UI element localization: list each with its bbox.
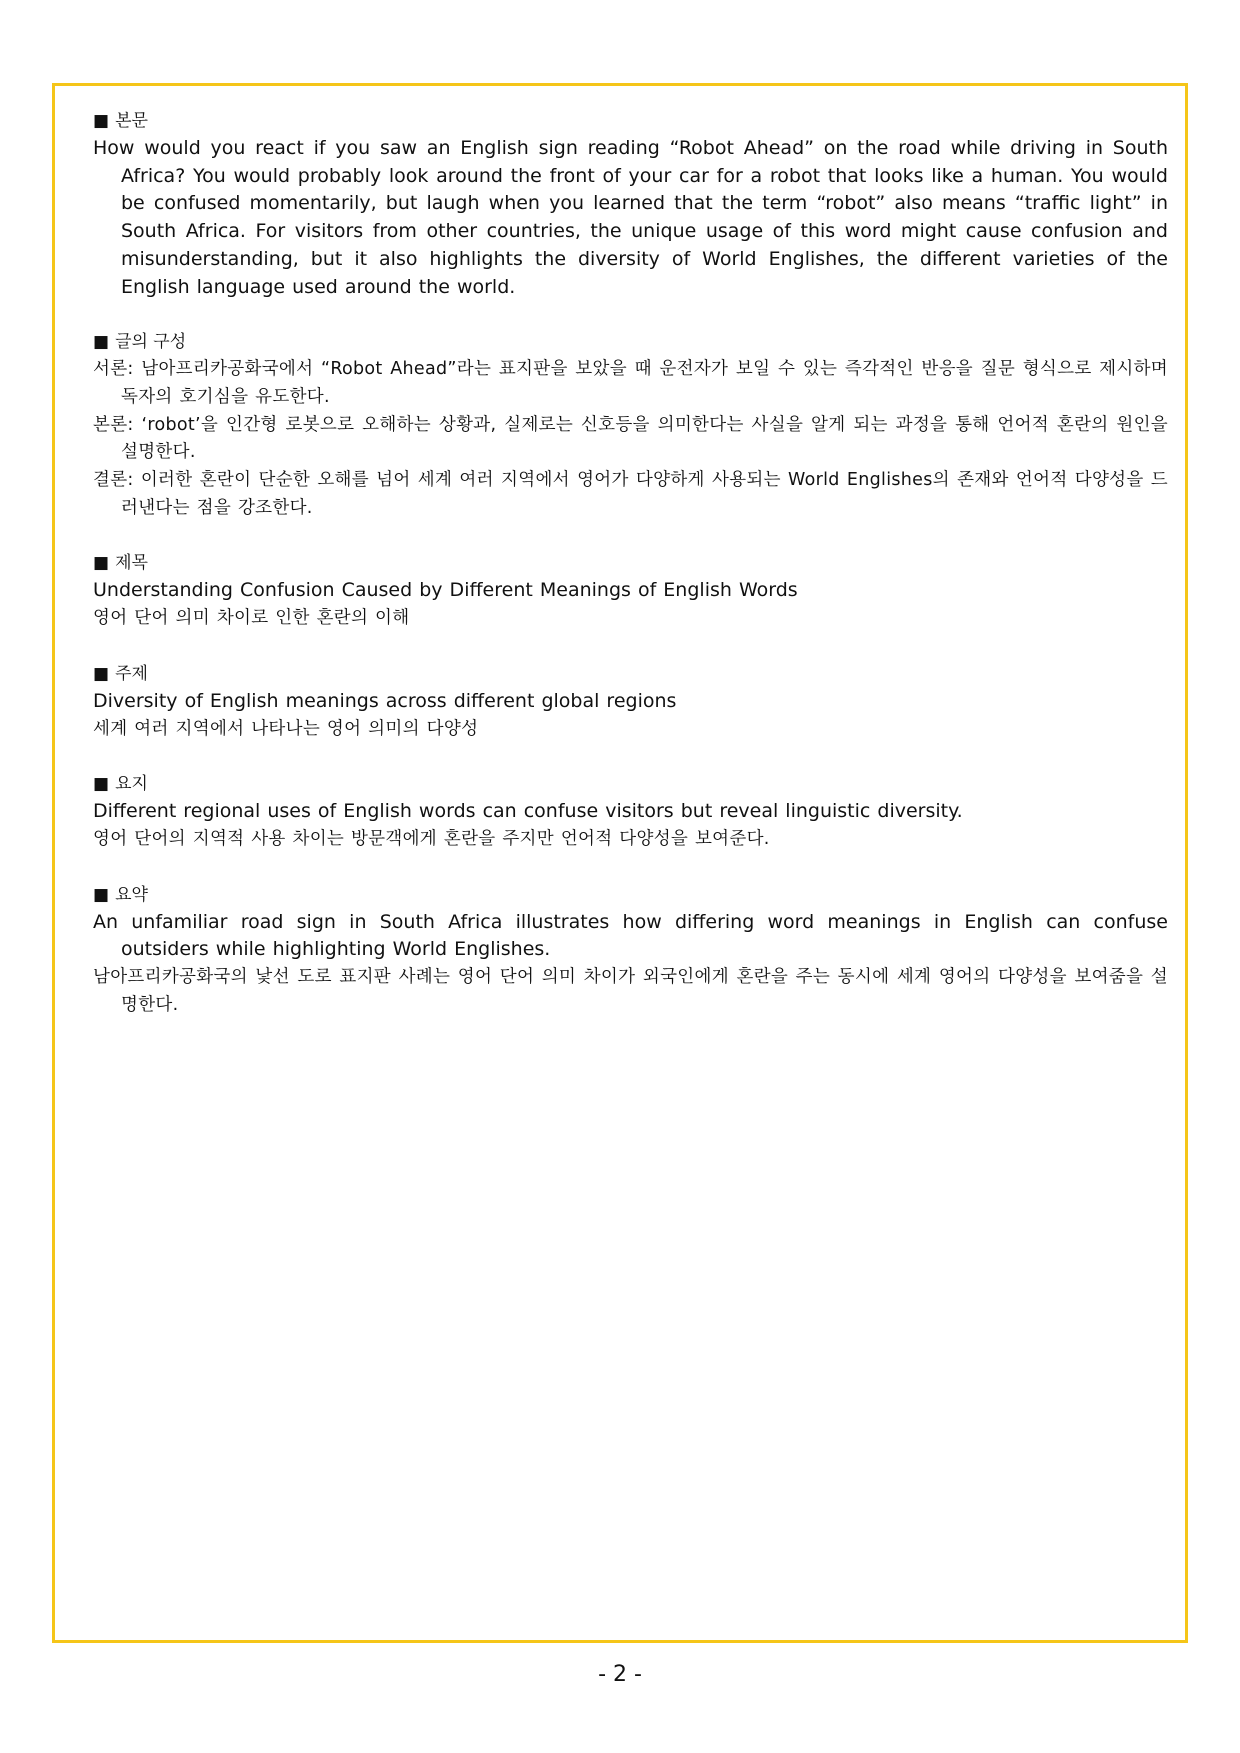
structure-intro: 서론: 남아프리카공화국에서 “Robot Ahead”라는 표지판을 보았을 때 운전자가 보일 수 있는 즉각적인 반응을 질문 형식으로 제시하며 독자의 호기심을 유도한다. <box>93 359 1168 407</box>
square-bullet-icon: ■ <box>93 774 110 795</box>
square-bullet-icon: ■ <box>93 553 110 574</box>
section-heading <box>93 107 1168 135</box>
gist-korean: 영어 단어의 지역적 사용 차이는 방문객에게 혼란을 주지만 언어적 다양성을 보여준다. <box>93 828 770 849</box>
section-structure <box>93 328 1168 522</box>
section-heading-label: 제목 <box>115 553 148 574</box>
square-bullet-icon: ■ <box>93 332 110 353</box>
section-heading-label: 본문 <box>115 111 148 131</box>
summary-english: An unfamiliar road sign in South Africa illustrates how differing word meanings in English can confuse outsiders while highlighting World Englishes. <box>93 910 1168 961</box>
structure-conclusion: 결론: 이러한 혼란이 단순한 오해를 넘어 세계 여러 지역에서 영어가 다양하게 사용되는 World Englishes의 존재와 언어적 다양성을 드러낸다는 점을 강조한다. <box>93 470 1168 518</box>
section-body <box>93 107 1168 301</box>
section-heading-label: 요지 <box>115 774 148 795</box>
title-korean: 영어 단어 의미 차이로 인한 혼란의 이해 <box>93 608 410 629</box>
section-heading-label: 글의 구성 <box>115 332 187 353</box>
square-bullet-icon: ■ <box>93 663 110 684</box>
section-heading <box>93 549 1168 577</box>
section-summary <box>93 881 1168 1020</box>
section-heading-label: 요약 <box>115 884 148 905</box>
page-number: - 2 - <box>598 1662 642 1687</box>
section-title <box>93 549 1168 632</box>
title-english: Understanding Confusion Caused by Different Meanings of English Words <box>93 579 798 602</box>
body-passage: How would you react if you saw an English sign reading “Robot Ahead” on the road while driving in South Africa? You would probably look around the front of your car for a robot that looks like a human. You would be confused momentarily, but laugh when you learned that the term “robot” also means “traffic light” in South Africa. For visitors from other countries, the unique usage of this word might cause confusion and misunderstanding, but it also highlights the diversity of World Englishes, the different varieties of the English language used around the world. <box>93 137 1168 298</box>
section-heading <box>93 328 1168 356</box>
section-topic <box>93 660 1168 743</box>
section-heading <box>93 770 1168 798</box>
topic-english: Diversity of English meanings across different global regions <box>93 689 677 712</box>
section-heading-label: 주제 <box>115 663 148 684</box>
square-bullet-icon: ■ <box>93 884 110 905</box>
square-bullet-icon: ■ <box>93 111 110 131</box>
topic-korean: 세계 여러 지역에서 나타나는 영어 의미의 다양성 <box>93 718 479 739</box>
gist-english: Different regional uses of English words can confuse visitors but reveal linguistic diversity. <box>93 800 963 823</box>
section-heading <box>93 660 1168 688</box>
section-gist <box>93 770 1168 853</box>
worksheet-content <box>93 107 1168 1046</box>
section-heading <box>93 881 1168 909</box>
summary-korean: 남아프리카공화국의 낯선 도로 표지판 사례는 영어 단어 의미 차이가 외국인에게 혼란을 주는 동시에 세계 영어의 다양성을 보여줌을 설명한다. <box>93 967 1168 1015</box>
structure-main: 본론: ‘robot’을 인간형 로봇으로 오해하는 상황과, 실제로는 신호등을 의미한다는 사실을 알게 되는 과정을 통해 언어적 혼란의 원인을 설명한다. <box>93 414 1168 463</box>
